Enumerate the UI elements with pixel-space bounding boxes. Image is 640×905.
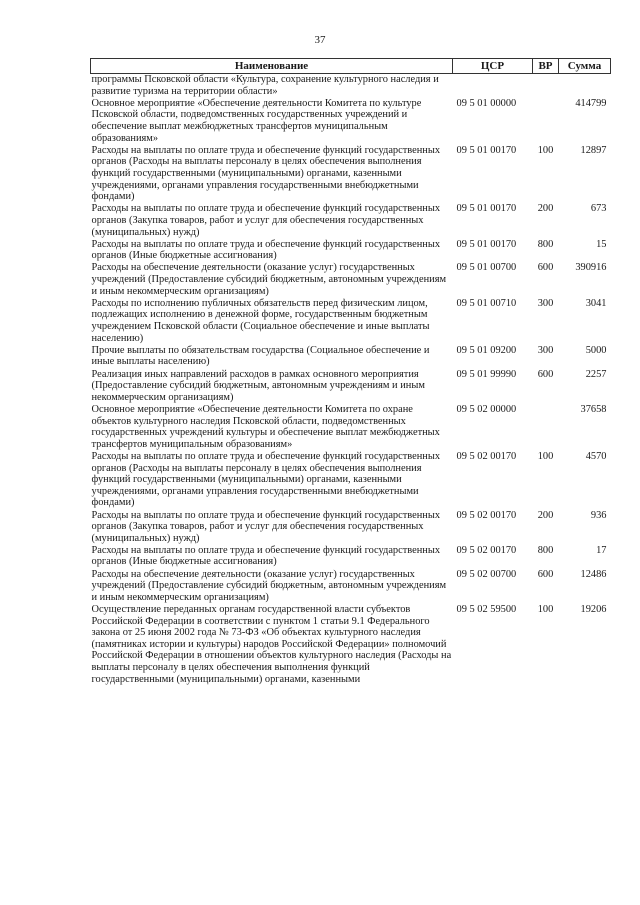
row-vr: 100	[537, 450, 554, 462]
row-vr: 800	[537, 238, 554, 250]
table-row	[91, 239, 611, 263]
header-name: Наименование	[91, 59, 453, 74]
row-sum: 19206	[580, 604, 607, 616]
row-vr	[533, 98, 559, 145]
row-csr: 09 5 02 00170	[456, 509, 517, 521]
row-csr: 09 5 01 00170	[456, 238, 517, 250]
page-number: 37	[314, 34, 326, 46]
row-name: Реализация иных направлений расходов в рамках основного мероприятия (Предоставление субсидий бюджетным, автономным учреждениям и иным некоммерческим организациям)	[91, 368, 425, 403]
row-csr: 09 5 01 00170	[456, 203, 517, 215]
table-row	[91, 404, 611, 451]
row-vr: 800	[537, 544, 554, 556]
row-name: Расходы на выплаты по оплате труда и обеспечение функций государственных органов (Расходы на выплаты персоналу в целях обеспечения выполнения функций государственными (муниципальными) органами, казенными учреждениями, органами управления государственными внебюджетными фондами)	[91, 450, 441, 509]
table-row	[91, 145, 611, 204]
table-row	[91, 262, 611, 297]
row-sum: 390916	[575, 262, 607, 274]
header-row	[91, 59, 611, 74]
row-vr: 200	[537, 509, 554, 521]
row-name: Основное мероприятие «Обеспечение деятельности Комитета по культуре Псковской области, подведомственных государственных учреждений и обеспечение выплат межбюджетных трансфертов муниципальным образованиям»	[91, 97, 422, 144]
row-csr: 09 5 02 00000	[456, 403, 517, 415]
table-row	[91, 510, 611, 545]
row-name: Осуществление переданных органам государственной власти субъектов Российской Федерации в соответствии с пунктом 1 статьи 9.1 Федерального закона от 25 июня 2002 года № 73-ФЗ «Об объектах культурного наследия (памятниках истории и культуры) народов Российской Федерации» полномочий Российской Федерации в отношении объектов культурного наследия (Расходы на выплаты персоналу в целях обеспечения выполнения функций государственными (муниципальными) органами, казенными	[91, 604, 452, 685]
row-csr: 09 5 01 00710	[456, 297, 517, 309]
row-vr: 600	[537, 262, 554, 274]
row-name: Основное мероприятие «Обеспечение деятельности Комитета по охране объектов культурного наследия Псковской области, подведомственных государственных учреждений культуры и обеспечение выплат межбюджетных трансфертов муниципальным образованиям»	[91, 403, 440, 450]
table-row	[91, 569, 611, 604]
header-csr: ЦСР	[453, 59, 533, 74]
row-name: Расходы на выплаты по оплате труда и обеспечение функций государственных органов (Закупка товаров, работ и услуг для обеспечения государственных (муниципальных) нужд)	[91, 509, 441, 544]
budget-table	[90, 58, 611, 686]
row-sum: 15	[596, 238, 607, 250]
row-csr: 09 5 01 00170	[456, 144, 517, 156]
row-vr: 600	[537, 568, 554, 580]
row-name: Расходы на обеспечение деятельности (оказание услуг) государственных учреждений (Предоставление субсидий бюджетным, автономным учреждениям и иным некоммерческим организациям)	[91, 262, 447, 297]
row-csr: 09 5 01 00700	[456, 262, 517, 274]
row-sum: 673	[590, 203, 607, 215]
row-sum: 414799	[575, 97, 607, 109]
row-vr: 600	[537, 368, 554, 380]
table-row	[91, 298, 611, 345]
row-vr	[533, 404, 559, 451]
row-csr: 09 5 02 59500	[456, 604, 517, 616]
row-csr: 09 5 02 00170	[456, 450, 517, 462]
table-row	[91, 545, 611, 569]
row-sum	[559, 74, 611, 98]
row-name: Прочие выплаты по обязательствам государства (Социальное обеспечение и иные выплаты населению)	[91, 344, 430, 368]
row-name: Расходы на выплаты по оплате труда и обеспечение функций государственных органов (Иные бюджетные ассигнования)	[91, 238, 441, 262]
row-name: программы Псковской области «Культура, сохранение культурного наследия и развитие туризма на территории области»	[91, 74, 439, 97]
row-vr	[533, 74, 559, 98]
row-sum: 17	[596, 544, 607, 556]
row-csr: 09 5 01 09200	[456, 344, 517, 356]
table-header	[91, 59, 611, 74]
table-row	[91, 604, 611, 686]
table-row	[91, 203, 611, 238]
row-name: Расходы на выплаты по оплате труда и обеспечение функций государственных органов (Закупка товаров, работ и услуг для обеспечения государственных (муниципальных) нужд)	[91, 203, 441, 238]
row-sum: 37658	[580, 403, 607, 415]
row-csr: 09 5 02 00170	[456, 544, 517, 556]
row-vr: 300	[537, 344, 554, 356]
row-vr: 200	[537, 203, 554, 215]
row-sum: 5000	[585, 344, 607, 356]
row-sum: 3041	[585, 297, 607, 309]
table-row	[91, 451, 611, 510]
row-name: Расходы на выплаты по оплате труда и обеспечение функций государственных органов (Иные бюджетные ассигнования)	[91, 544, 441, 568]
row-name: Расходы на выплаты по оплате труда и обеспечение функций государственных органов (Расходы на выплаты персоналу в целях обеспечения выполнения функций государственными (муниципальными) органами, казенными учреждениями, органами управления государственными внебюджетными фондами)	[91, 144, 441, 203]
header-sum: Сумма	[559, 59, 611, 74]
row-csr: 09 5 01 99990	[456, 368, 517, 380]
table-row	[91, 98, 611, 145]
row-sum: 2257	[585, 368, 607, 380]
row-sum: 12486	[580, 568, 607, 580]
row-vr: 100	[537, 604, 554, 616]
table-row	[91, 369, 611, 404]
row-name: Расходы по исполнению публичных обязательств перед физическим лицом, подлежащих исполнению в денежной форме, государственным бюджетным учреждением Псковской области (Социальное обеспечение и иные выплаты населению)	[91, 297, 430, 344]
row-sum: 12897	[580, 144, 607, 156]
table-body	[91, 74, 611, 686]
row-vr: 300	[537, 297, 554, 309]
table-row	[91, 74, 611, 98]
row-sum: 4570	[585, 450, 607, 462]
header-vr: ВР	[533, 59, 559, 74]
row-csr: 09 5 01 00000	[456, 97, 517, 109]
row-csr: 09 5 02 00700	[456, 568, 517, 580]
row-csr	[453, 74, 533, 98]
row-vr: 100	[537, 144, 554, 156]
row-sum: 936	[590, 509, 607, 521]
row-name: Расходы на обеспечение деятельности (оказание услуг) государственных учреждений (Предоставление субсидий бюджетным, автономным учреждениям и иным некоммерческим организациям)	[91, 568, 447, 603]
table-row	[91, 345, 611, 369]
